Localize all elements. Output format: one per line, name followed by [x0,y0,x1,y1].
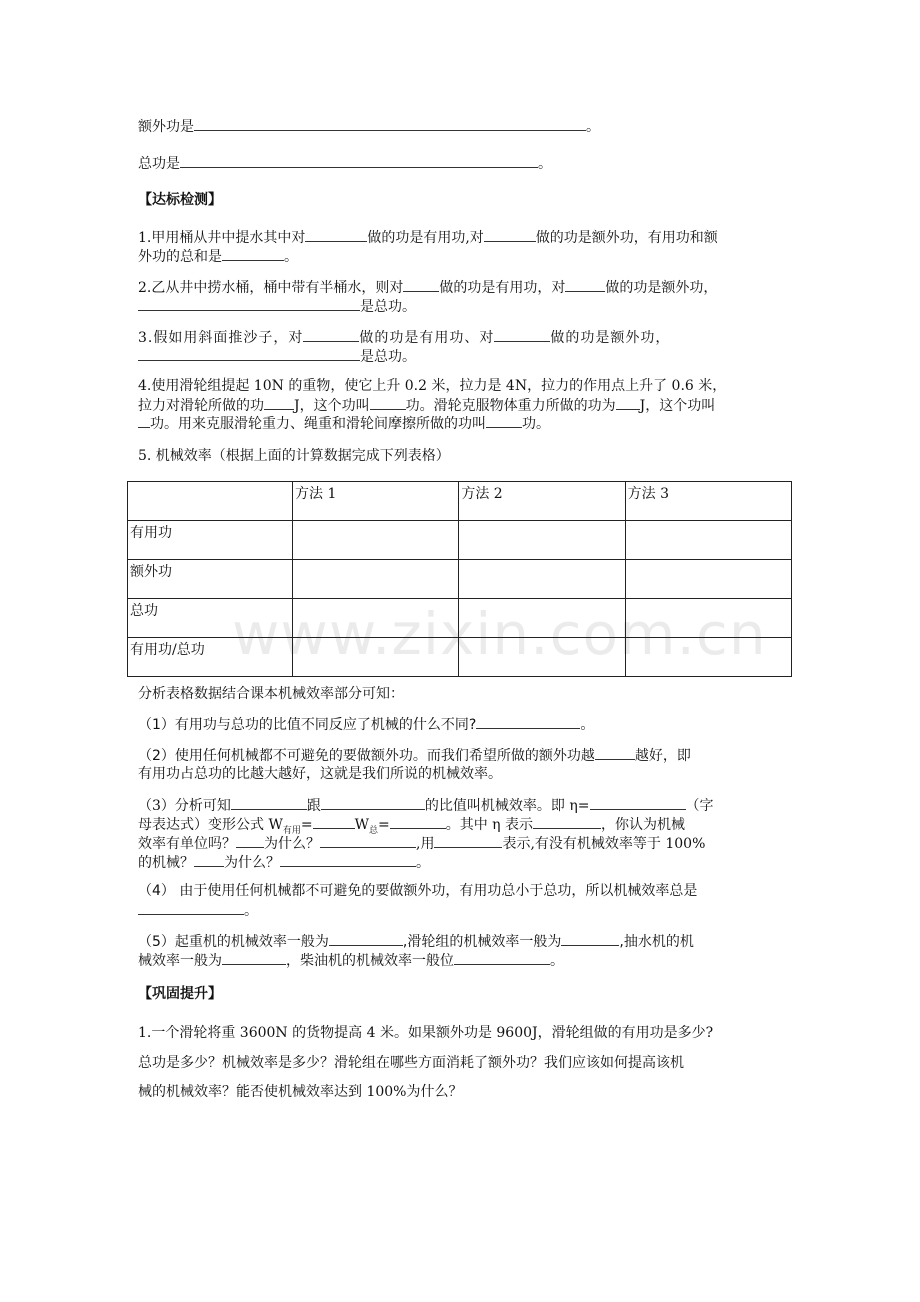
analysis-item-1: （1）有用功与总功的比值不同反应了机械的什么不同? 。 [138,712,794,737]
table-header-row [128,482,792,521]
question-4-line1: 4.使用滑轮组提起 10N 的重物，使它上升 0.2 米，拉力是 4N，拉力的作用点上升了 0.6 米， [138,378,727,394]
total-work-label: 总功是 [138,156,180,172]
table-header-cell [128,482,293,521]
table-cell[interactable] [293,599,459,638]
blank[interactable] [222,244,284,261]
blank[interactable] [138,898,244,915]
blank[interactable] [494,325,550,342]
table-cell[interactable] [459,638,625,677]
blank[interactable] [321,793,425,810]
analysis-item-2: （2）使用任何机械都不可避免的要做额外功。而我们希望所做的额外功越 越好，即 [138,743,794,768]
analysis-item-3: （3）分析可知 跟 的比值叫机械效率。即 η= （字 [138,793,794,818]
table-cell[interactable] [459,560,625,599]
blank[interactable] [305,225,367,242]
table-row [128,599,792,638]
blank[interactable] [590,793,686,810]
table-cell[interactable] [459,521,625,560]
blank[interactable] [138,344,360,361]
blank[interactable] [222,948,286,965]
table-cell[interactable] [625,638,791,677]
table-cell[interactable] [293,560,459,599]
blank[interactable] [138,411,150,428]
table-row [128,521,792,560]
analysis-item-4: （4） 由于使用任何机械都不可避免的要做额外功，有用功总小于总功，所以机械效率总是 [138,883,698,899]
blank[interactable] [454,948,550,965]
blank[interactable] [390,812,446,829]
blank[interactable] [403,275,439,292]
analysis-item-4-line2: 。 [138,898,794,923]
extra-work-line: 额外功是 。 [138,114,794,139]
analysis-intro: 分析表格数据结合课本机械效率部分可知： [138,686,404,702]
row-label: 有用功/总功 [128,638,293,677]
analysis-item-2-line2: 有用功占总功的比越大越好，这就是我们所说的机械效率。 [138,766,502,782]
row-label: 有用功 [128,521,293,560]
consolidate-q1-line3: 械的机械效率？能否使机械效率达到 100%为什么？ [138,1084,463,1100]
table-cell[interactable] [625,560,791,599]
table-header-cell: 方法 2 [459,482,625,521]
section-title-test: 【达标检测】 [138,192,222,208]
table-cell[interactable] [293,521,459,560]
table-header-cell: 方法 3 [625,482,791,521]
row-label: 总功 [128,599,293,638]
analysis-item-3-line2: 母表达式）变形公式 $W_{有用}= W_总=$ 。其中 η 表示 ，你认为机械 [138,812,794,843]
section-title-consolidate: 【巩固提升】 [138,986,222,1002]
watermark: www.zixin.com.cn [232,600,767,668]
blank[interactable] [313,812,355,829]
question-4-line3: 功。用来克服滑轮重力、绳重和滑轮间摩擦所做的功叫 功。 [138,411,794,436]
table-header-cell: 方法 1 [293,482,459,521]
blank[interactable] [303,325,359,342]
blank[interactable] [565,275,605,292]
blank[interactable] [236,831,264,848]
analysis-item-5: （5）起重机的机械效率一般为 ,滑轮组的机械效率一般为 ,抽水机的机 [138,929,794,954]
blank[interactable] [329,929,403,946]
table-cell[interactable] [459,599,625,638]
blank[interactable] [561,929,619,946]
blank[interactable] [194,114,586,131]
efficiency-table [127,481,792,677]
blank[interactable] [484,225,536,242]
blank[interactable] [320,831,416,848]
blank[interactable] [180,151,538,168]
analysis-item-5-line2: 械效率一般为 ，柴油机的机械效率一般位 。 [138,948,794,973]
table-cell[interactable] [293,638,459,677]
blank[interactable] [264,393,294,410]
question-1-line2: 外功的总和是 。 [138,244,794,269]
analysis-item-3-line4: 的机械？ 为什么？ 。 [138,850,794,875]
consolidate-q1-line1: 1.一个滑轮将重 3600N 的货物提高 4 米。如果额外功是 9600J，滑轮组做的有用功是多少? [138,1025,714,1041]
blank[interactable] [434,831,502,848]
blank[interactable] [486,411,522,428]
question-5-title: 5. 机械效率（根据上面的计算数据完成下列表格） [138,448,450,464]
consolidate-q1-line2: 总功是多少？机械效率是多少？滑轮组在哪些方面消耗了额外功？我们应该如何提高该机 [138,1055,684,1071]
question-3-line2: 是总功。 [138,344,794,369]
table-cell[interactable] [625,599,791,638]
table-row [128,638,792,677]
blank[interactable] [370,393,406,410]
blank[interactable] [476,712,580,729]
question-3: 3.假如用斜面推沙子，对 做的功是有用功、对 做的功是额外功， [138,325,794,350]
blank[interactable] [280,850,416,867]
question-4-line2: 拉力对滑轮所做的功 J，这个功叫 功。滑轮克服物体重力所做的功为 J，这个功叫 [138,393,794,418]
blank[interactable] [194,850,224,867]
extra-work-label: 额外功是 [138,119,194,135]
question-2-line2: 是总功。 [138,294,794,319]
blank[interactable] [138,294,360,311]
blank[interactable] [616,393,640,410]
question-2: 2.乙从井中捞水桶，桶中带有半桶水，则对 做的功是有用功，对 做的功是额外功， [138,275,794,300]
row-label: 额外功 [128,560,293,599]
table-cell[interactable] [625,521,791,560]
analysis-item-3-line3: 效率有单位吗？ 为什么？ ,用 表示,有没有机械效率等于 100% [138,831,794,856]
blank[interactable] [533,812,601,829]
question-1: 1.甲用桶从井中提水其中对 做的功是有用功,对 做的功是额外功，有用功和额 [138,225,794,250]
table-row [128,560,792,599]
blank[interactable] [231,793,307,810]
total-work-line: 总功是 。 [138,151,794,176]
blank[interactable] [595,743,635,760]
